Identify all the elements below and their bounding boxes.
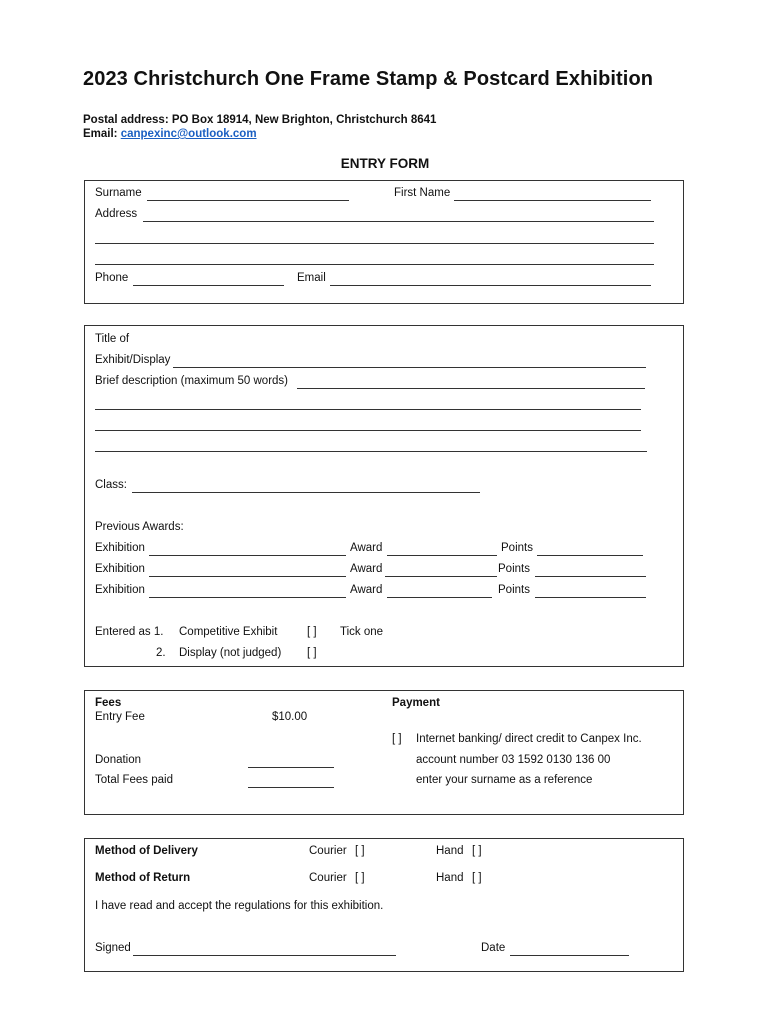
entered-as-label: Entered as 1. <box>95 626 164 638</box>
option-2-number: 2. <box>156 647 166 659</box>
award-field-3[interactable] <box>387 597 492 598</box>
return-hand-label: Hand <box>436 872 464 884</box>
address-field-2[interactable] <box>95 243 654 244</box>
class-label: Class: <box>95 479 127 491</box>
description-field-2[interactable] <box>95 409 641 410</box>
delivery-box <box>84 838 684 972</box>
award-field-1[interactable] <box>387 555 497 556</box>
exhibit-details-box <box>84 325 684 667</box>
entry-fee-amount: $10.00 <box>272 711 308 723</box>
email-line <box>83 128 257 140</box>
exhibition-field-3[interactable] <box>149 597 346 598</box>
delivery-courier-checkbox[interactable]: [ ] <box>355 845 365 857</box>
brief-description-label: Brief description (maximum 50 words) <box>95 375 289 387</box>
date-label: Date <box>481 942 506 954</box>
email-label-field: Email <box>297 272 326 284</box>
points-field-3[interactable] <box>535 597 646 598</box>
award-label-3: Award <box>350 584 383 596</box>
return-courier-label: Courier <box>309 872 347 884</box>
address-field-1[interactable] <box>143 221 654 222</box>
title-of-label: Title of <box>95 333 130 345</box>
exhibition-field-1[interactable] <box>149 555 346 556</box>
description-field-1[interactable] <box>297 388 645 389</box>
entry-fee-label: Entry Fee <box>95 711 145 723</box>
exhibition-label-2: Exhibition <box>95 563 145 575</box>
return-hand-checkbox[interactable]: [ ] <box>472 872 482 884</box>
previous-awards-label: Previous Awards: <box>95 521 184 533</box>
signature-field[interactable] <box>133 955 396 956</box>
competitive-checkbox[interactable]: [ ] <box>307 626 317 638</box>
award-field-2[interactable] <box>385 576 497 577</box>
date-field[interactable] <box>510 955 629 956</box>
total-fees-field[interactable] <box>248 787 334 788</box>
class-field[interactable] <box>132 492 480 493</box>
first-name-field[interactable] <box>454 200 651 201</box>
return-courier-checkbox[interactable]: [ ] <box>355 872 365 884</box>
display-label: Display (not judged) <box>179 647 282 659</box>
address-label: Address <box>95 208 138 220</box>
exhibit-title-field[interactable] <box>173 367 646 368</box>
personal-details-box <box>84 180 684 304</box>
phone-label: Phone <box>95 272 129 284</box>
surname-field[interactable] <box>147 200 349 201</box>
reference-note: enter your surname as a reference <box>416 774 593 786</box>
surname-label: Surname <box>95 187 142 199</box>
internet-banking-label: Internet banking/ direct credit to Canpex Inc. <box>416 733 642 745</box>
total-fees-label: Total Fees paid <box>95 774 173 786</box>
address-field-3[interactable] <box>95 264 654 265</box>
first-name-label: First Name <box>394 187 451 199</box>
method-of-return-label: Method of Return <box>95 872 191 884</box>
regulations-statement: I have read and accept the regulations for this exhibition. <box>95 900 384 912</box>
points-field-2[interactable] <box>535 576 646 577</box>
exhibition-field-2[interactable] <box>149 576 346 577</box>
internet-banking-checkbox[interactable]: [ ] <box>392 733 402 745</box>
description-field-4[interactable] <box>95 451 647 452</box>
tick-one-label: Tick one <box>340 626 384 638</box>
postal-address: Postal address: PO Box 18914, New Brighton, Christchurch 8641 <box>83 114 437 126</box>
points-label-2: Points <box>498 563 530 575</box>
method-of-delivery-label: Method of Delivery <box>95 845 198 857</box>
points-field-1[interactable] <box>537 555 643 556</box>
email-field[interactable] <box>330 285 651 286</box>
competitive-exhibit-label: Competitive Exhibit <box>179 626 278 638</box>
points-label-1: Points <box>501 542 533 554</box>
entry-form-heading: ENTRY FORM <box>340 156 430 171</box>
delivery-courier-label: Courier <box>309 845 347 857</box>
delivery-hand-checkbox[interactable]: [ ] <box>472 845 482 857</box>
page-title: 2023 Christchurch One Frame Stamp & Postcard Exhibition <box>83 68 654 90</box>
email-label: Email: <box>83 128 121 140</box>
fees-heading: Fees <box>95 697 122 709</box>
account-number: account number 03 1592 0130 136 00 <box>416 754 611 766</box>
fees-payment-box <box>84 690 684 815</box>
donation-label: Donation <box>95 754 142 766</box>
delivery-hand-label: Hand <box>436 845 464 857</box>
donation-field[interactable] <box>248 767 334 768</box>
points-label-3: Points <box>498 584 530 596</box>
signed-label: Signed <box>95 942 131 954</box>
exhibition-label-1: Exhibition <box>95 542 145 554</box>
exhibition-label-3: Exhibition <box>95 584 145 596</box>
exhibit-display-label: Exhibit/Display <box>95 354 171 366</box>
phone-field[interactable] <box>133 285 284 286</box>
payment-heading: Payment <box>392 697 440 709</box>
award-label-2: Award <box>350 563 383 575</box>
award-label-1: Award <box>350 542 383 554</box>
display-checkbox[interactable]: [ ] <box>307 647 317 659</box>
description-field-3[interactable] <box>95 430 641 431</box>
email-link[interactable]: canpexinc@outlook.com <box>120 128 257 140</box>
